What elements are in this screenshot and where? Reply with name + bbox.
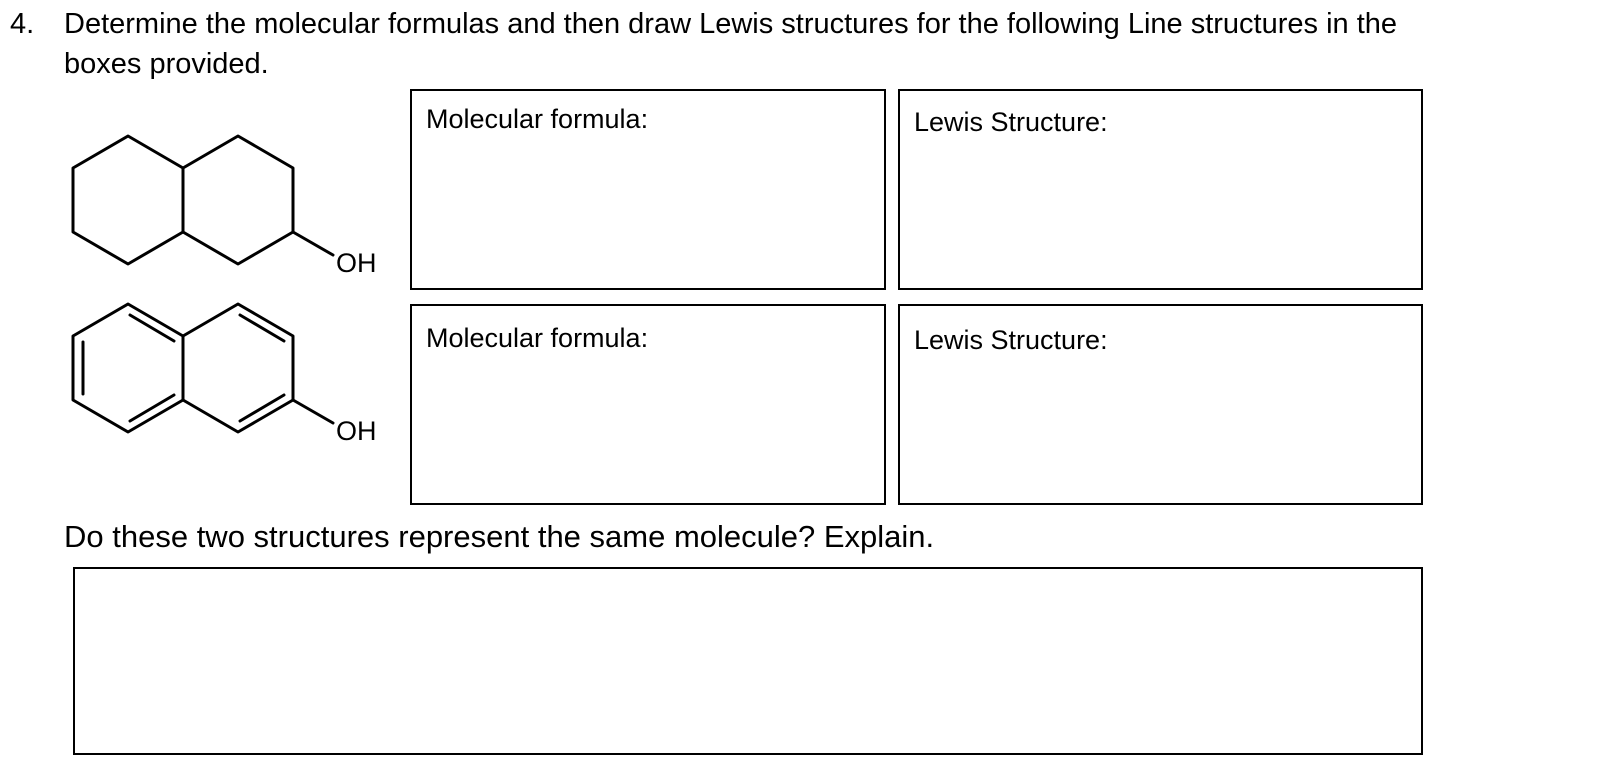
- question-line-1: Determine the molecular formulas and then draw Lewis structures for the following Line structures in the: [64, 8, 1398, 40]
- right-ring: [183, 304, 293, 432]
- molecular-formula-label: Molecular formula:: [426, 104, 649, 134]
- question-number: 4.: [10, 8, 35, 40]
- hydroxyl-label: OH: [336, 416, 377, 446]
- left-ring: [73, 136, 183, 264]
- molecular-formula-box-2[interactable]: [410, 304, 886, 505]
- oh-bond: [293, 232, 333, 255]
- line-structure-aromatic-bicyclic-alcohol: [60, 288, 400, 488]
- hydroxyl-label: OH: [336, 248, 377, 278]
- left-ring: [73, 304, 183, 432]
- right-ring: [183, 136, 293, 264]
- explanation-box[interactable]: [73, 567, 1423, 755]
- lewis-structure-box-1[interactable]: [898, 89, 1423, 290]
- lewis-structure-label: Lewis Structure:: [914, 325, 1108, 355]
- question-line-2: boxes provided.: [64, 48, 269, 80]
- comparison-question: Do these two structures represent the same molecule? Explain.: [64, 519, 935, 554]
- lewis-structure-label: Lewis Structure:: [914, 107, 1108, 137]
- molecular-formula-label: Molecular formula:: [426, 323, 649, 353]
- oh-bond: [293, 400, 333, 423]
- molecular-formula-box-1[interactable]: [410, 89, 886, 290]
- lewis-structure-box-2[interactable]: [898, 304, 1423, 505]
- question-text: [64, 4, 1604, 84]
